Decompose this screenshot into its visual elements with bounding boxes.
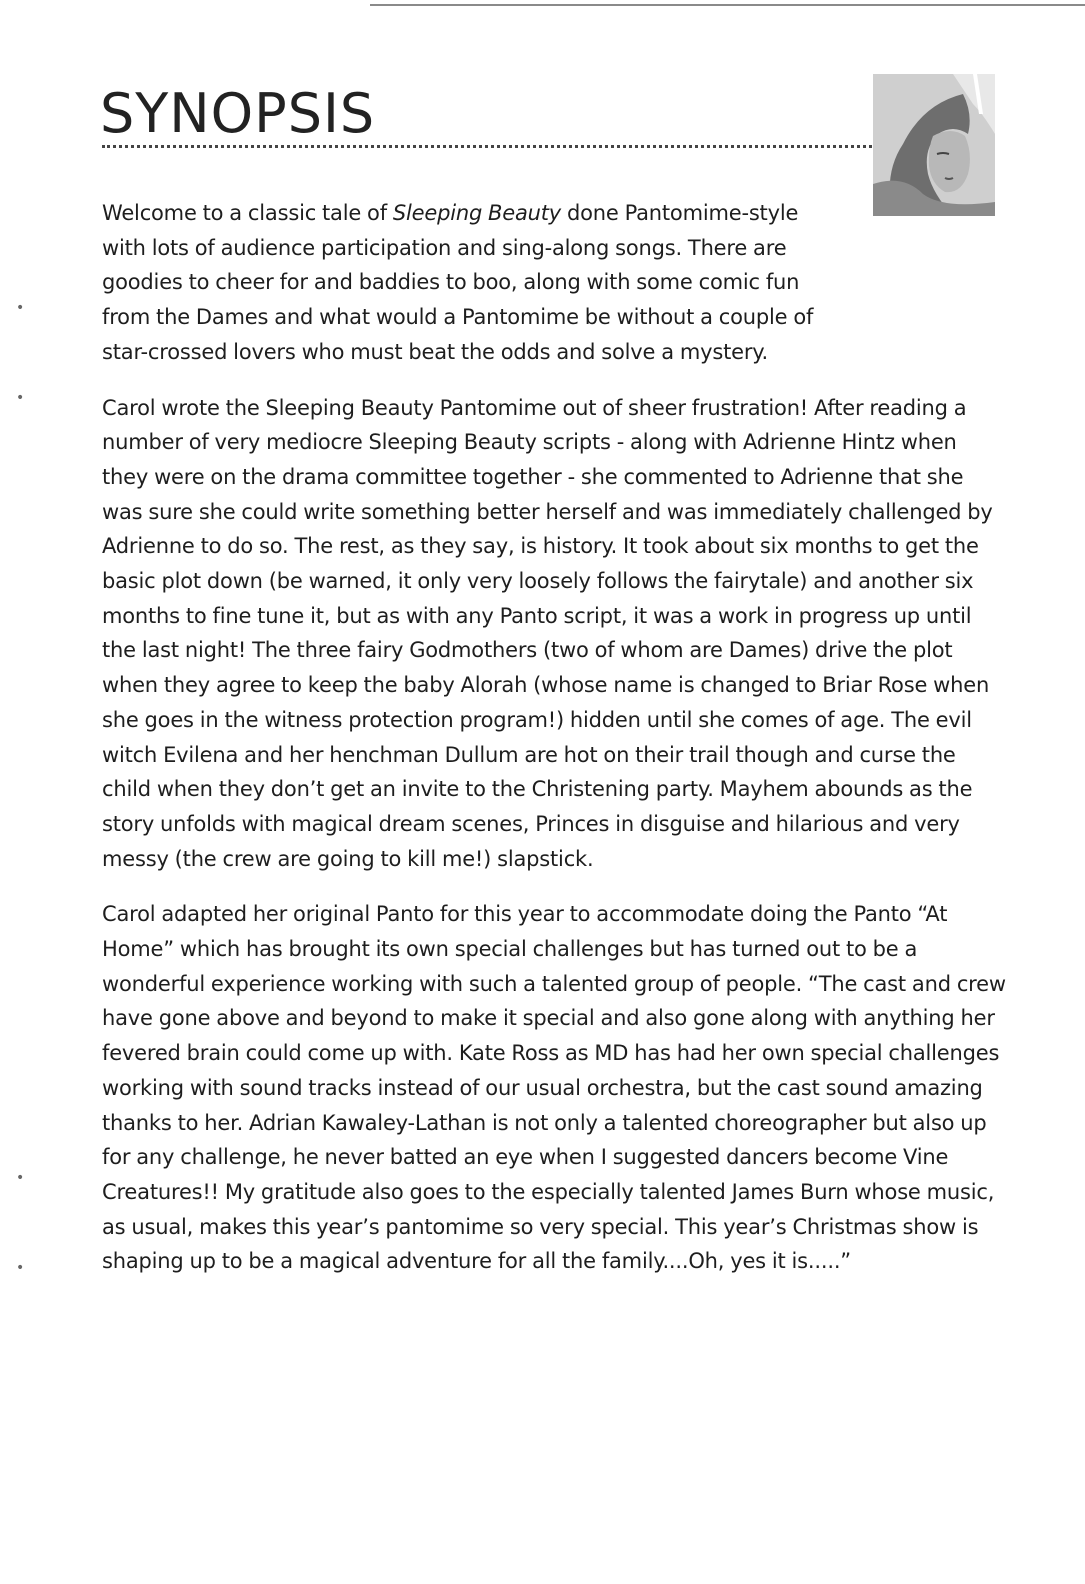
scan-margin-mark: • (16, 1260, 25, 1276)
scan-margin-mark: • (16, 300, 25, 316)
paragraph-1-italic-title: Sleeping Beauty (392, 201, 562, 225)
synopsis-body (102, 196, 1007, 1300)
scan-top-edge-line (370, 4, 1085, 6)
scan-margin-mark: • (16, 390, 25, 406)
illustration-closed-eye (937, 153, 949, 154)
title-dotted-rule (102, 145, 872, 148)
synopsis-paragraph-3: Carol adapted her original Panto for this year to accommodate doing the Panto “At Home” which has brought its own special challenges but has turned out to be a wonderful experience working with such a talented group of people. “The cast and crew have gone above and beyond to make it special and also gone along with anything her fevered brain could come up with. Kate Ross as MD has had her own special challenges working with sound tracks instead of our usual orchestra, but the cast sound amazing thanks to her. Adrian Kawaley-Lathan is not only a talented choreographer but also up for any challenge, he never batted an eye when I suggested dancers become Vine Creatures!! My gratitude also goes to the especially talented James Burn whose music, as usual, makes this year’s pantomime so very special. This year’s Christmas show is shaping up to be a magical adventure for all the family....Oh, yes it is.....” (102, 902, 1006, 1274)
synopsis-paragraph-1 (102, 196, 847, 370)
sleeping-princess-illustration (873, 74, 995, 216)
synopsis-paragraph-2: Carol wrote the Sleeping Beauty Pantomime out of sheer frustration! After reading a number of very mediocre Sleeping Beauty scripts - along with Adrienne Hintz when they were on the drama committee together - she commented to Adrienne that she was sure she could write something better herself and was immediately challenged by Adrienne to do so. The rest, as they say, is history. It took about six months to get the basic plot down (be warned, it only very loosely follows the fairytale) and another six months to fine tune it, but as with any Panto script, it was a work in progress up until the last night! The three fairy Godmothers (two of whom are Dames) drive the plot when they agree to keep the baby Alorah (whose name is changed to Briar Rose when she goes in the witness protection program!) hidden until she comes of age. The evil witch Evilena and her henchman Dullum are hot on their trail though and curse the child when they don’t get an invite to the Christening party. Mayhem abounds as the story unfolds with magical dream scenes, Princes in disguise and hilarious and very messy (the crew are going to kill me!) slapstick. (102, 395, 993, 871)
illustration-lips (945, 178, 953, 179)
scan-margin-mark: • (16, 1170, 25, 1186)
sleeping-princess-icon (873, 74, 995, 216)
paragraph-1-text-end: done Pantomime-style with lots of audience participation and sing-along songs. There are goodies to cheer for and baddies to boo, along with some comic fun from the Dames and what would a Pantomime be without a couple of star-crossed lovers who must beat the odds and solve a mystery. (102, 201, 814, 364)
paragraph-1-text-start: Welcome to a classic tale of (102, 201, 393, 225)
page-title: SYNOPSIS (100, 82, 376, 145)
